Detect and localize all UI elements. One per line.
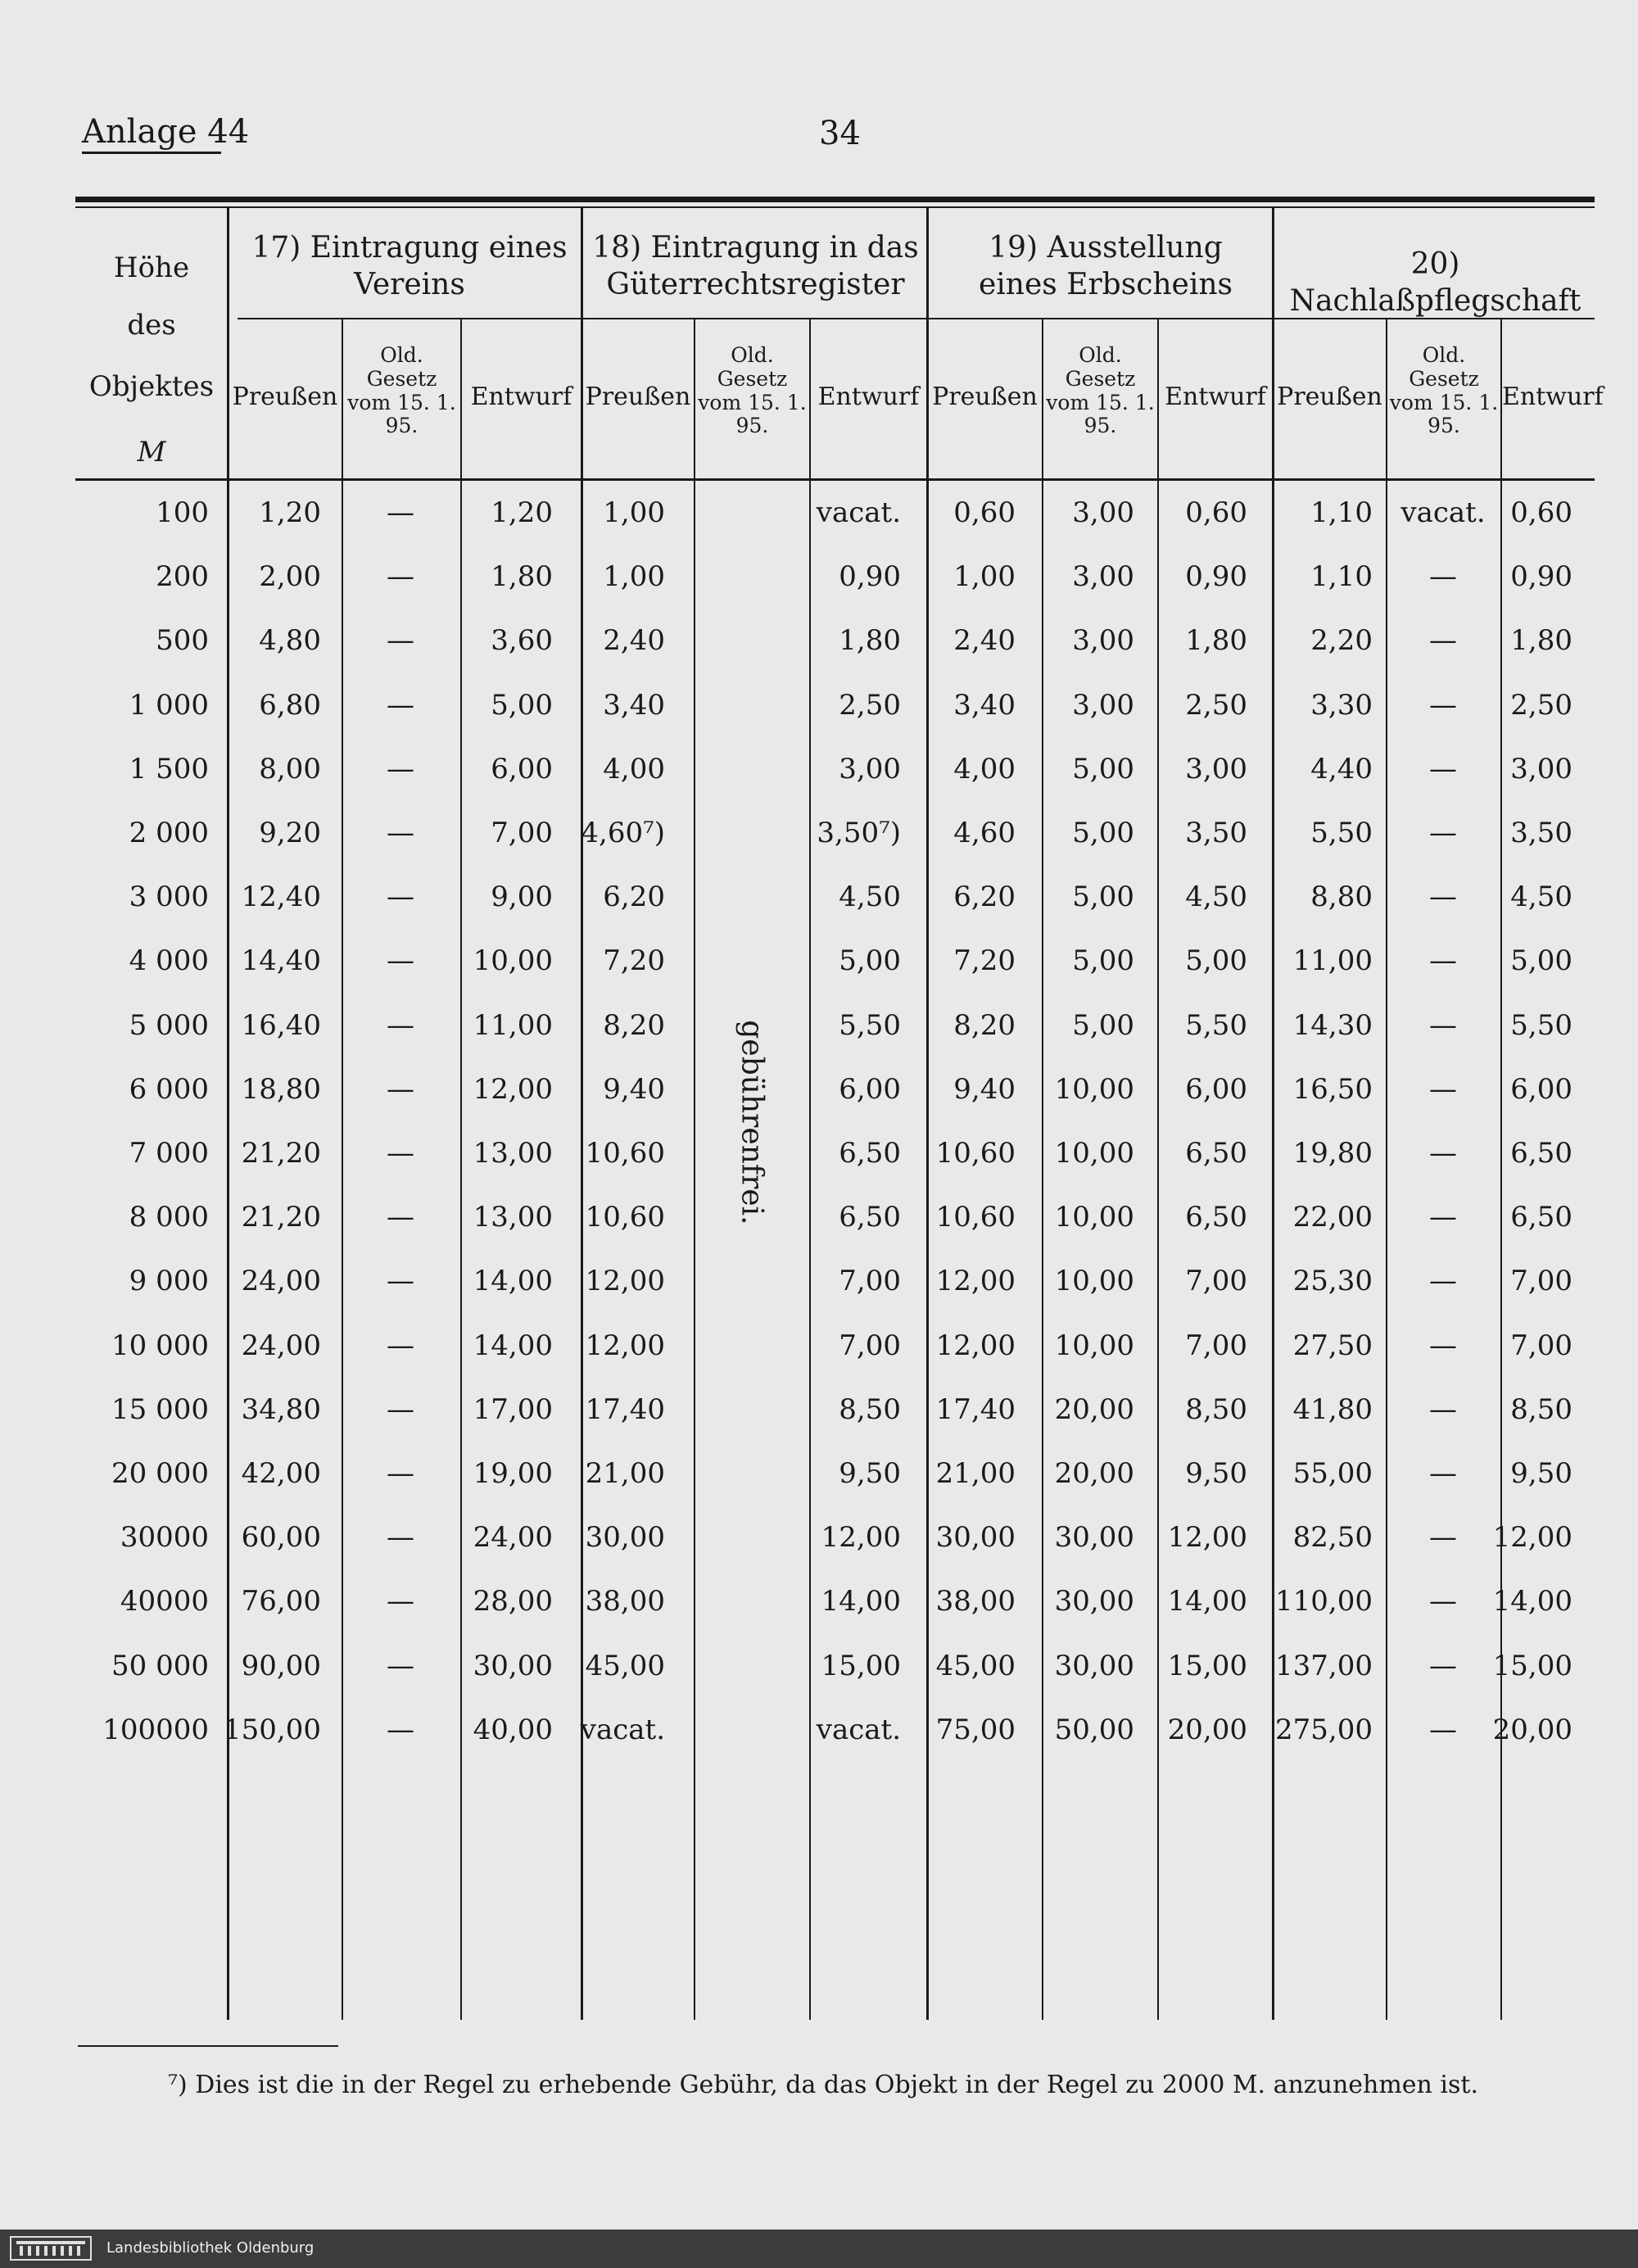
table-cell: 45,00: [935, 1649, 1016, 1682]
table-cell: 11,00: [473, 1008, 553, 1042]
footnote-rule: [78, 2045, 338, 2047]
table-cell: —: [1429, 1201, 1457, 1234]
table-cell: 275,00: [1275, 1713, 1373, 1746]
table-cell: —: [387, 1457, 414, 1490]
group-title-18: 18) Eintragung in das Güterrechtsregister: [592, 231, 919, 301]
table-cell: —: [387, 1521, 414, 1555]
table-cell: 12,00: [935, 1265, 1016, 1298]
table-cell: 15,00: [1492, 1649, 1572, 1682]
table-cell: 2,50: [839, 688, 901, 722]
table-cell: 137,00: [1275, 1649, 1373, 1682]
row-objekt-value: 30000: [120, 1521, 209, 1555]
table-cell: 17,40: [585, 1392, 665, 1426]
table-cell: 9,50: [1185, 1457, 1247, 1490]
table-cell: 2,20: [1310, 624, 1373, 658]
table-cell: 3,00: [839, 752, 901, 785]
table-cell: 16,50: [1292, 1072, 1373, 1106]
table-cell: 21,20: [241, 1201, 321, 1234]
table-cell: 8,50: [839, 1392, 901, 1426]
table-cell: 7,00: [1510, 1265, 1572, 1298]
table-cell: 14,00: [473, 1329, 553, 1362]
table-cell: 20,00: [1054, 1457, 1134, 1490]
table-cell: —: [1429, 752, 1457, 785]
table-cell: 4,80: [259, 624, 321, 658]
table-cell: 0,60: [1510, 496, 1572, 529]
table-cell: 8,50: [1185, 1392, 1247, 1426]
column-rule: [926, 208, 929, 2020]
table-cell: 75,00: [935, 1713, 1016, 1746]
table-cell: 8,50: [1510, 1392, 1572, 1426]
table-cell: 3,50: [1185, 817, 1247, 849]
row-objekt-value: 3 000: [129, 880, 209, 914]
table-cell: —: [1429, 624, 1457, 658]
table-cell: 8,80: [1310, 880, 1373, 914]
table-cell: 0,90: [839, 560, 901, 594]
table-cell: —: [387, 496, 414, 529]
page-number: 34: [819, 115, 861, 152]
column-rule: [1272, 208, 1274, 2020]
table-cell: —: [387, 944, 414, 978]
table-cell: 9,50: [1510, 1457, 1572, 1490]
table-cell: 9,20: [259, 817, 321, 849]
table-cell: 1,20: [259, 496, 321, 529]
table-cell: 5,00: [839, 944, 901, 978]
table-top-rule-thin: [75, 206, 1595, 208]
column-rule: [694, 318, 695, 2020]
group-title-19: 19) Ausstellung eines Erbscheins: [978, 231, 1233, 301]
left-header-des: des: [127, 309, 176, 342]
table-cell: 12,00: [585, 1265, 665, 1298]
library-logo-icon: [10, 2236, 92, 2261]
table-cell: 1,80: [1510, 624, 1572, 658]
table-cell: 25,30: [1292, 1265, 1373, 1298]
table-cell: —: [387, 1008, 414, 1042]
table-cell: —: [1429, 1265, 1457, 1298]
subheader-preussen: Preußen: [585, 383, 691, 411]
table-cell: 110,00: [1275, 1585, 1373, 1618]
table-cell: —: [1429, 1457, 1457, 1490]
table-cell: 24,00: [473, 1521, 553, 1555]
table-cell: 15,00: [1167, 1649, 1247, 1682]
table-cell: 14,30: [1292, 1008, 1373, 1042]
table-cell: —: [1429, 944, 1457, 978]
subheader-old-gesetz: Old. Gesetz vom 15. 1. 95.: [698, 343, 807, 438]
table-cell: 7,00: [839, 1265, 901, 1298]
anlage-underline: [82, 152, 221, 154]
table-cell: 18,80: [241, 1072, 321, 1106]
table-cell: 5,00: [1072, 944, 1134, 978]
row-objekt-value: 100: [156, 496, 209, 529]
table-cell: 8,20: [953, 1008, 1016, 1042]
row-objekt-value: 100000: [102, 1713, 209, 1746]
table-cell: 13,00: [473, 1201, 553, 1234]
table-cell: 20,00: [1492, 1713, 1572, 1746]
table-cell: —: [1429, 1137, 1457, 1170]
table-cell: 3,00: [1072, 624, 1134, 658]
table-cell: 3,00: [1185, 752, 1247, 785]
table-cell: 12,00: [1167, 1521, 1247, 1555]
table-cell: 7,00: [839, 1329, 901, 1362]
footnote: ⁷) Dies ist die in der Regel zu erhebende Gebühr, da das Objekt in der Regel zu 2000 M. anzunehmen ist.: [168, 2071, 1478, 2099]
column-rule: [227, 208, 229, 2020]
table-cell: 7,20: [603, 944, 665, 978]
table-cell: —: [387, 1585, 414, 1618]
table-cell: 10,00: [1054, 1201, 1134, 1234]
table-cell: 30,00: [473, 1649, 553, 1682]
table-cell: 6,00: [839, 1072, 901, 1106]
table-cell: 13,00: [473, 1137, 553, 1170]
table-cell: 4,60⁷): [581, 817, 665, 849]
table-cell: 2,00: [259, 560, 321, 594]
table-cell: 10,00: [473, 944, 553, 978]
table-cell: vacat.: [816, 496, 901, 529]
table-cell: 22,00: [1292, 1201, 1373, 1234]
table-cell: 5,50: [1510, 1008, 1572, 1042]
row-objekt-value: 5 000: [129, 1008, 209, 1042]
table-cell: —: [1429, 688, 1457, 722]
table-cell: 10,00: [1054, 1329, 1134, 1362]
table-cell: 5,50: [1185, 1008, 1247, 1042]
table-cell: —: [1429, 1521, 1457, 1555]
left-header-objektes: Objektes: [88, 370, 215, 403]
table-cell: 82,50: [1292, 1521, 1373, 1555]
table-cell: —: [1429, 1329, 1457, 1362]
table-cell: 5,00: [1072, 880, 1134, 914]
table-cell: 150,00: [224, 1713, 321, 1746]
table-cell: —: [387, 1713, 414, 1746]
table-cell: 7,00: [1185, 1265, 1247, 1298]
table-cell: 3,00: [1072, 688, 1134, 722]
table-cell: 14,00: [473, 1265, 553, 1298]
table-cell: —: [1429, 1392, 1457, 1426]
table-cell: —: [1429, 1649, 1457, 1682]
table-cell: —: [1429, 817, 1457, 849]
subheader-preussen: Preußen: [1277, 383, 1382, 411]
table-cell: 4,60: [953, 817, 1016, 849]
table-cell: 12,00: [821, 1521, 901, 1555]
table-cell: 6,50: [839, 1201, 901, 1234]
table-cell: 6,50: [1510, 1137, 1572, 1170]
library-name: Landesbibliothek Oldenburg: [106, 2239, 314, 2257]
subheader-preussen: Preußen: [232, 383, 338, 411]
table-cell: 12,00: [585, 1329, 665, 1362]
row-objekt-value: 1 500: [129, 752, 209, 785]
table-cell: 0,60: [1185, 496, 1247, 529]
table-cell: 27,50: [1292, 1329, 1373, 1362]
table-cell: —: [1429, 1072, 1457, 1106]
table-cell: —: [1429, 1585, 1457, 1618]
table-cell: —: [1429, 560, 1457, 594]
table-cell: 45,00: [585, 1649, 665, 1682]
table-cell: 10,00: [1054, 1072, 1134, 1106]
table-cell: 5,00: [1072, 752, 1134, 785]
table-cell: 16,40: [241, 1008, 321, 1042]
table-cell: 30,00: [935, 1521, 1016, 1555]
row-objekt-value: 4 000: [129, 944, 209, 978]
left-header-hoehe: Höhe: [113, 251, 190, 284]
table-cell: 7,20: [953, 944, 1016, 978]
table-cell: 4,50: [839, 880, 901, 914]
table-cell: 5,00: [1072, 1008, 1134, 1042]
table-cell: 9,40: [953, 1072, 1016, 1106]
subheader-entwurf: Entwurf: [470, 383, 572, 411]
table-cell: 5,00: [1072, 817, 1134, 849]
table-cell: 30,00: [1054, 1649, 1134, 1682]
table-cell: 38,00: [585, 1585, 665, 1618]
table-cell: 90,00: [241, 1649, 321, 1682]
table-cell: 1,00: [603, 560, 665, 594]
left-header-unit: M: [137, 436, 166, 469]
table-cell: 1,10: [1310, 560, 1373, 594]
table-cell: vacat.: [816, 1713, 901, 1746]
table-cell: 14,00: [821, 1585, 901, 1618]
table-cell: 24,00: [241, 1265, 321, 1298]
table-cell: 30,00: [585, 1521, 665, 1555]
table-cell: 4,00: [953, 752, 1016, 785]
table-cell: 42,00: [241, 1457, 321, 1490]
row-objekt-value: 9 000: [129, 1265, 209, 1298]
table-cell: 21,20: [241, 1137, 321, 1170]
table-cell: 0,90: [1510, 560, 1572, 594]
table-cell: —: [387, 752, 414, 785]
table-cell: 41,80: [1292, 1392, 1373, 1426]
subheader-entwurf: Entwurf: [1165, 383, 1266, 411]
table-cell: 1,10: [1310, 496, 1373, 529]
table-cell: 3,00: [1072, 560, 1134, 594]
table-cell: 12,00: [935, 1329, 1016, 1362]
table-cell: 6,50: [1185, 1201, 1247, 1234]
table-cell: 3,40: [603, 688, 665, 722]
table-cell: 2,50: [1510, 688, 1572, 722]
table-cell: —: [1429, 1713, 1457, 1746]
table-cell: 21,00: [935, 1457, 1016, 1490]
table-cell: 12,40: [241, 880, 321, 914]
library-bar: [0, 2230, 1638, 2268]
row-objekt-value: 20 000: [111, 1457, 209, 1490]
table-cell: —: [387, 688, 414, 722]
table-cell: —: [387, 817, 414, 849]
subheader-old-gesetz: Old. Gesetz vom 15. 1. 95.: [347, 343, 456, 438]
table-cell: 30,00: [1054, 1521, 1134, 1555]
row-objekt-value: 500: [156, 624, 209, 658]
table-cell: 10,00: [1054, 1265, 1134, 1298]
table-top-rule: [75, 197, 1595, 202]
row-objekt-value: 40000: [120, 1585, 209, 1618]
table-cell: 3,50: [1510, 817, 1572, 849]
row-objekt-value: 15 000: [111, 1392, 209, 1426]
table-cell: 20,00: [1167, 1713, 1247, 1746]
subheader-entwurf: Entwurf: [1502, 383, 1604, 411]
group-title-20: 20) Nachlaßpflegschaft: [1289, 247, 1581, 318]
gebuehrenfrei-label: gebührenfrei.: [735, 1019, 769, 1225]
row-objekt-value: 10 000: [111, 1329, 209, 1362]
table-cell: —: [387, 1329, 414, 1362]
table-cell: 14,40: [241, 944, 321, 978]
table-cell: 4,00: [603, 752, 665, 785]
table-cell: 3,40: [953, 688, 1016, 722]
table-cell: 19,00: [473, 1457, 553, 1490]
table-cell: 4,40: [1310, 752, 1373, 785]
table-cell: —: [387, 1072, 414, 1106]
row-objekt-value: 8 000: [129, 1201, 209, 1234]
table-cell: —: [387, 1265, 414, 1298]
table-cell: 6,50: [1510, 1201, 1572, 1234]
table-cell: 6,80: [259, 688, 321, 722]
row-objekt-value: 6 000: [129, 1072, 209, 1106]
table-cell: 6,50: [1185, 1137, 1247, 1170]
table-cell: 3,50⁷): [817, 817, 901, 849]
table-cell: 55,00: [1292, 1457, 1373, 1490]
subheader-preussen: Preußen: [932, 383, 1038, 411]
table-cell: 0,90: [1185, 560, 1247, 594]
table-cell: —: [1429, 1008, 1457, 1042]
table-cell: —: [387, 624, 414, 658]
table-cell: 8,00: [259, 752, 321, 785]
table-cell: 15,00: [821, 1649, 901, 1682]
subheader-old-gesetz: Old. Gesetz vom 15. 1. 95.: [1389, 343, 1499, 438]
table-cell: 10,60: [585, 1201, 665, 1234]
table-cell: 6,20: [953, 880, 1016, 914]
table-cell: 9,40: [603, 1072, 665, 1106]
table-cell: 6,20: [603, 880, 665, 914]
table-cell: 7,00: [1185, 1329, 1247, 1362]
table-cell: 2,50: [1185, 688, 1247, 722]
table-cell: 3,00: [1510, 752, 1572, 785]
table-cell: 2,40: [603, 624, 665, 658]
row-objekt-value: 2 000: [129, 817, 209, 849]
table-cell: —: [387, 1201, 414, 1234]
table-cell: 0,60: [953, 496, 1016, 529]
table-cell: 6,00: [1510, 1072, 1572, 1106]
row-objekt-value: 50 000: [111, 1649, 209, 1682]
table-cell: 5,50: [839, 1008, 901, 1042]
table-cell: 3,30: [1310, 688, 1373, 722]
table-cell: 5,00: [491, 688, 553, 722]
row-objekt-value: 1 000: [129, 688, 209, 722]
table-cell: 14,00: [1167, 1585, 1247, 1618]
table-cell: 1,00: [953, 560, 1016, 594]
subheader-old-gesetz: Old. Gesetz vom 15. 1. 95.: [1046, 343, 1155, 438]
table-cell: 38,00: [935, 1585, 1016, 1618]
table-cell: 76,00: [241, 1585, 321, 1618]
table-cell: 11,00: [1292, 944, 1373, 978]
table-cell: 1,80: [839, 624, 901, 658]
table-cell: 34,80: [241, 1392, 321, 1426]
anlage-label: Anlage 44: [82, 113, 250, 151]
row-objekt-value: 7 000: [129, 1137, 209, 1170]
table-cell: —: [387, 1137, 414, 1170]
table-cell: 10,00: [1054, 1137, 1134, 1170]
table-cell: 3,00: [1072, 496, 1134, 529]
table-cell: 12,00: [1492, 1521, 1572, 1555]
table-cell: 1,80: [1185, 624, 1247, 658]
table-cell: —: [387, 560, 414, 594]
table-cell: 60,00: [241, 1521, 321, 1555]
group-title-17: 17) Eintragung eines Vereins: [251, 231, 568, 301]
table-cell: 40,00: [473, 1713, 553, 1746]
table-cell: vacat.: [1400, 496, 1486, 529]
table-cell: 50,00: [1054, 1713, 1134, 1746]
table-cell: 10,60: [935, 1201, 1016, 1234]
table-cell: 5,00: [1185, 944, 1247, 978]
table-cell: 2,40: [953, 624, 1016, 658]
table-cell: 17,00: [473, 1392, 553, 1426]
table-cell: —: [387, 1649, 414, 1682]
table-cell: 9,50: [839, 1457, 901, 1490]
table-cell: 12,00: [473, 1072, 553, 1106]
table-cell: 10,60: [935, 1137, 1016, 1170]
table-cell: 17,40: [935, 1392, 1016, 1426]
table-cell: 8,20: [603, 1008, 665, 1042]
table-cell: 21,00: [585, 1457, 665, 1490]
column-rule: [581, 208, 583, 2020]
table-cell: 30,00: [1054, 1585, 1134, 1618]
table-cell: 1,80: [491, 560, 553, 594]
table-cell: 9,00: [491, 880, 553, 914]
table-cell: —: [1429, 880, 1457, 914]
table-cell: 5,50: [1310, 817, 1373, 849]
table-cell: 6,50: [839, 1137, 901, 1170]
table-cell: —: [387, 1392, 414, 1426]
table-cell: 6,00: [491, 752, 553, 785]
table-cell: 6,00: [1185, 1072, 1247, 1106]
table-cell: 5,00: [1510, 944, 1572, 978]
table-cell: 7,00: [1510, 1329, 1572, 1362]
table-cell: 3,60: [491, 624, 553, 658]
table-cell: 28,00: [473, 1585, 553, 1618]
row-objekt-value: 200: [156, 560, 209, 594]
table-cell: 4,50: [1510, 880, 1572, 914]
table-cell: 20,00: [1054, 1392, 1134, 1426]
table-cell: 7,00: [491, 817, 553, 849]
table-cell: vacat.: [580, 1713, 665, 1746]
table-cell: 14,00: [1492, 1585, 1572, 1618]
table-cell: 24,00: [241, 1329, 321, 1362]
table-cell: —: [387, 880, 414, 914]
table-cell: 19,80: [1292, 1137, 1373, 1170]
table-cell: 1,00: [603, 496, 665, 529]
header-bottom-rule: [75, 478, 1595, 481]
table-cell: 4,50: [1185, 880, 1247, 914]
subheader-entwurf: Entwurf: [817, 383, 920, 411]
table-cell: 10,60: [585, 1137, 665, 1170]
table-cell: 1,20: [491, 496, 553, 529]
